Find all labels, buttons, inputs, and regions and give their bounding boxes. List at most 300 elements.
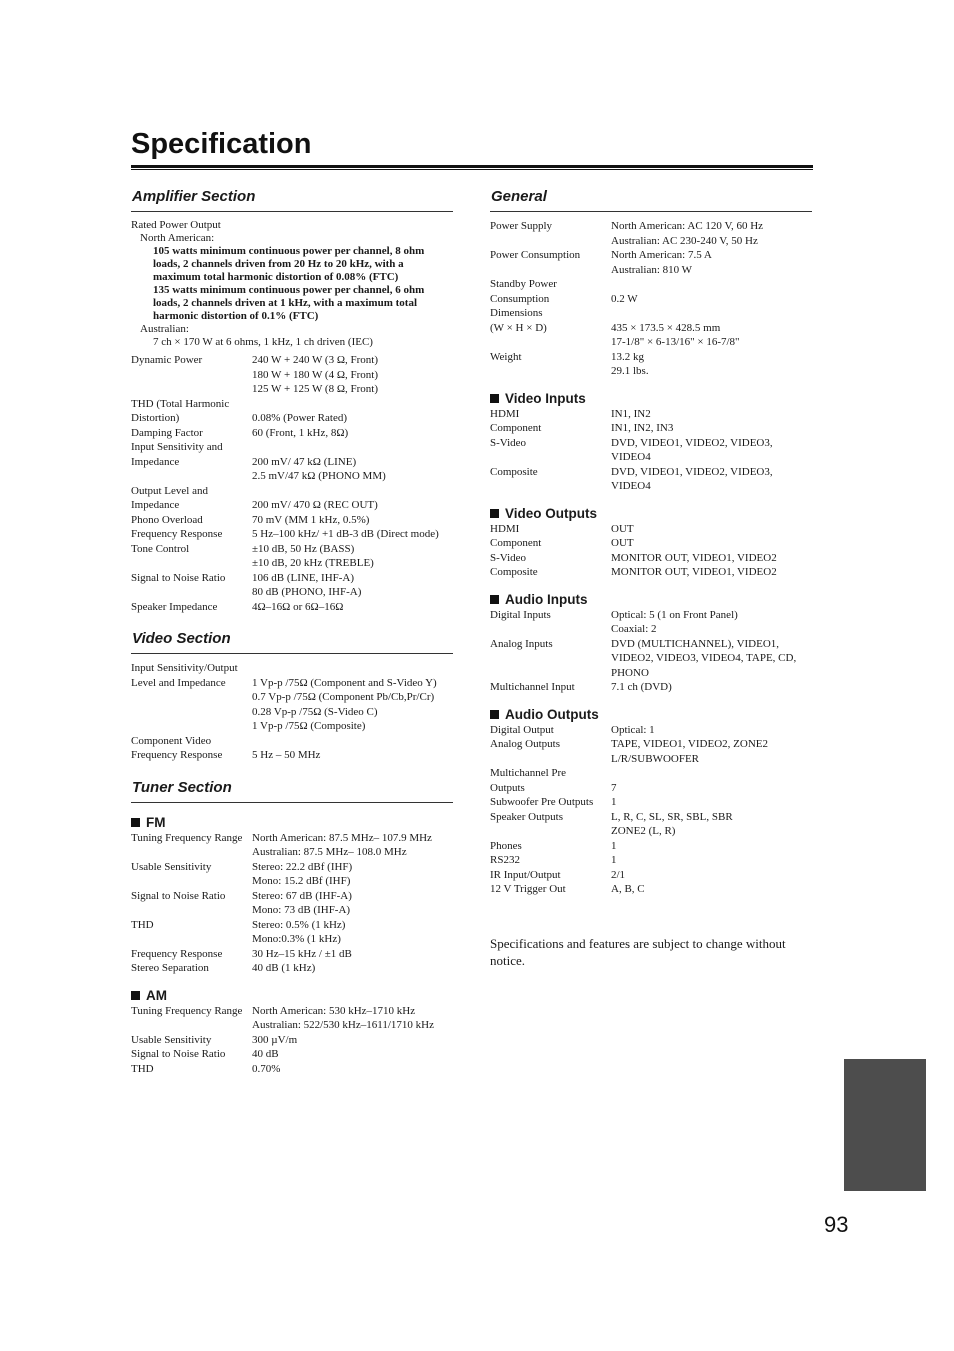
spec-label-line: HDMI (490, 522, 520, 535)
spec-value-line (252, 661, 453, 676)
spec-value (252, 831, 453, 860)
spec-value-line: TAPE, VIDEO1, VIDEO2, ZONE2 (611, 738, 768, 750)
spec-value (611, 407, 812, 422)
spec-label-line: S-Video (490, 551, 527, 564)
spec-label (490, 882, 611, 897)
spec-label (131, 661, 252, 734)
spec-label (131, 513, 252, 528)
spec-label-line: Analog Inputs (490, 637, 553, 650)
spec-label (490, 421, 611, 436)
audio-outputs-subtitle (490, 706, 812, 723)
text-line: 105 watts minimum continuous power per channel, 8 ohm (153, 245, 425, 257)
spec-value (611, 853, 812, 868)
square-bullet-icon (131, 818, 140, 827)
spec-label (131, 1047, 252, 1062)
right-column (490, 186, 812, 897)
spec-label-line: Impedance (131, 499, 180, 511)
spec-label-line: Component (490, 422, 542, 434)
spec-label (490, 522, 611, 537)
spec-row (490, 680, 812, 695)
spec-value-line: 0.7 Vp-p /75Ω (Component Pb/Cb,Pr/Cr) (252, 691, 435, 703)
spec-label (490, 565, 611, 580)
spec-value-line: 70 mV (MM 1 kHz, 0.5%) (252, 513, 370, 526)
spec-value-line: PHONO (611, 666, 649, 679)
spec-value (252, 961, 453, 976)
spec-label (131, 484, 252, 513)
spec-label (490, 277, 611, 306)
spec-row (490, 810, 812, 839)
spec-row (490, 248, 812, 277)
spec-value-line: 29.1 lbs. (611, 365, 649, 377)
spec-label-line: Input Sensitivity/Output (131, 662, 238, 674)
spec-value-line: 40 dB (1 kHz) (252, 962, 316, 974)
spec-value (252, 353, 453, 397)
spec-value-line: 40 dB (252, 1048, 279, 1060)
spec-value (611, 723, 812, 738)
spec-value-line: North American: AC 120 V, 60 Hz (611, 220, 764, 232)
spec-value (611, 737, 812, 766)
spec-row (490, 219, 812, 248)
spec-value (611, 839, 812, 854)
spec-value (252, 1062, 453, 1077)
spec-row (131, 353, 453, 397)
spec-label (490, 810, 611, 839)
spec-value (611, 882, 812, 897)
spec-value (611, 536, 812, 551)
spec-value-line: 200 mV/ 470 Ω (REC OUT) (252, 499, 378, 511)
spec-label (490, 723, 611, 738)
spec-value (252, 426, 453, 441)
north-american-label: North American: (140, 232, 215, 244)
spec-value-line: A, B, C (611, 883, 645, 895)
square-bullet-icon (131, 991, 140, 1000)
spec-row (490, 350, 812, 379)
spec-label (131, 918, 252, 947)
spec-value-line: Optical: 1 (611, 723, 655, 736)
spec-value-line: 2/1 (611, 868, 626, 881)
spec-value (252, 484, 453, 513)
spec-row (131, 831, 453, 860)
spec-label (490, 551, 611, 566)
spec-row (131, 527, 453, 542)
spec-label-line: 12 V Trigger Out (490, 883, 566, 895)
spec-value (252, 600, 453, 615)
spec-label (131, 1004, 252, 1033)
spec-row (131, 484, 453, 513)
spec-value-line: DVD (MULTICHANNEL), VIDEO1, (611, 637, 780, 650)
spec-value (611, 350, 812, 379)
spec-value-line: 125 W + 125 W (8 Ω, Front) (252, 383, 379, 395)
australian-label: Australian: (140, 323, 189, 335)
spec-row (490, 853, 812, 868)
general-section-title: General (490, 186, 812, 212)
spec-label (490, 350, 611, 379)
text-line: loads, 2 channels driven at 1 kHz, with a maximum total (153, 297, 418, 309)
spec-value (611, 766, 812, 795)
amplifier-section-title: Amplifier Section (131, 186, 453, 212)
spec-label (131, 889, 252, 918)
spec-label-line: Level and Impedance (131, 676, 226, 689)
spec-value (611, 465, 812, 494)
spec-value-line: Stereo: 22.2 dBf (IHF) (252, 860, 353, 873)
spec-label-line: Frequency Response (131, 749, 223, 761)
spec-label (490, 306, 611, 350)
general-specs (490, 219, 812, 379)
spec-value (611, 868, 812, 883)
fm-specs (131, 831, 453, 976)
spec-value (252, 542, 453, 571)
square-bullet-icon (490, 595, 499, 604)
spec-label (131, 527, 252, 542)
square-bullet-icon (490, 394, 499, 403)
spec-row (131, 918, 453, 947)
spec-row (131, 961, 453, 976)
spec-value-line: 60 (Front, 1 kHz, 8Ω) (252, 426, 349, 439)
am-subtitle (131, 987, 453, 1004)
spec-value-line: North American: 530 kHz–1710 kHz (252, 1004, 416, 1017)
video-outputs-subtitle (490, 505, 812, 522)
spec-label (490, 248, 611, 277)
spec-row (490, 608, 812, 637)
spec-value-line: Australian: AC 230-240 V, 50 Hz (611, 234, 758, 247)
spec-label-line: Multichannel Pre (490, 767, 567, 779)
spec-label-line: Composite (490, 566, 538, 578)
spec-label (131, 860, 252, 889)
spec-value (252, 527, 453, 542)
spec-row (490, 536, 812, 551)
spec-row (131, 947, 453, 962)
page-number: 93 (824, 1212, 849, 1237)
spec-label (131, 600, 252, 615)
spec-row (490, 551, 812, 566)
spec-label-line: Component Video (131, 734, 212, 747)
spec-label-line: Damping Factor (131, 426, 203, 439)
spec-value-line: Mono: 73 dB (IHF-A) (252, 904, 351, 916)
spec-row (131, 1004, 453, 1033)
spec-label-line: Power Supply (490, 220, 553, 232)
spec-row (131, 661, 453, 734)
spec-value (611, 421, 812, 436)
spec-label (490, 608, 611, 637)
spec-label-line: Phones (490, 839, 522, 852)
spec-value-line: DVD, VIDEO1, VIDEO2, VIDEO3, (611, 465, 773, 478)
audio-outputs-subtitle-text: Audio Outputs (505, 706, 599, 722)
spec-value-line: VIDEO2, VIDEO3, VIDEO4, TAPE, CD, (611, 652, 797, 664)
spec-row (490, 839, 812, 854)
square-bullet-icon (490, 509, 499, 518)
spec-value (611, 795, 812, 810)
spec-value-line: Stereo: 0.5% (1 kHz) (252, 918, 346, 931)
spec-row (131, 734, 453, 763)
spec-value (252, 1004, 453, 1033)
spec-value-line: North American: 7.5 A (611, 249, 712, 261)
spec-label (131, 1033, 252, 1048)
spec-value-line: 1 Vp-p /75Ω (Component and S-Video Y) (252, 676, 437, 689)
spec-value (252, 1047, 453, 1062)
spec-label-line: IR Input/Output (490, 868, 561, 881)
spec-value (611, 248, 812, 277)
spec-label (490, 680, 611, 695)
spec-value-line: 240 W + 240 W (3 Ω, Front) (252, 354, 379, 366)
spec-row (131, 440, 453, 484)
spec-value-line: OUT (611, 522, 634, 535)
spec-value (252, 947, 453, 962)
spec-row (490, 637, 812, 681)
video-inputs-subtitle-text: Video Inputs (505, 390, 586, 406)
spec-row (490, 465, 812, 494)
spec-value-line (252, 397, 453, 412)
spec-label-line: Tuning Frequency Range (131, 1004, 243, 1017)
spec-label-line: S-Video (490, 436, 527, 449)
spec-label-line: Signal to Noise Ratio (131, 1048, 226, 1060)
spec-label-line: Signal to Noise Ratio (131, 571, 226, 584)
spec-value (611, 436, 812, 465)
spec-label (490, 219, 611, 248)
spec-row (131, 1033, 453, 1048)
rated-power-label: Rated Power Output (131, 219, 221, 231)
spec-label-line: Impedance (131, 455, 180, 468)
spec-value (611, 277, 812, 306)
spec-label (490, 465, 611, 494)
spec-row (490, 795, 812, 810)
spec-value (611, 637, 812, 681)
spec-row (490, 421, 812, 436)
spec-value-line: Stereo: 67 dB (IHF-A) (252, 889, 352, 902)
spec-value (252, 734, 453, 763)
spec-value (252, 513, 453, 528)
audio-outputs-specs (490, 723, 812, 897)
spec-label-line: Component (490, 537, 542, 549)
spec-label-line: Power Consumption (490, 249, 581, 261)
spec-label-line: Usable Sensitivity (131, 860, 212, 873)
spec-value (611, 551, 812, 566)
spec-label-line: Composite (490, 465, 538, 478)
spec-value-line (611, 766, 812, 781)
spec-label (490, 839, 611, 854)
spec-value-line: Mono:0.3% (1 kHz) (252, 933, 341, 945)
spec-label-line: Dimensions (490, 307, 543, 319)
spec-value (252, 860, 453, 889)
spec-value-line: L/R/SUBWOOFER (611, 752, 700, 765)
spec-row (131, 571, 453, 600)
rated-power-output (131, 219, 453, 349)
spec-value-line: DVD, VIDEO1, VIDEO2, VIDEO3, (611, 436, 773, 449)
spec-value-line: IN1, IN2, IN3 (611, 422, 674, 434)
audio-inputs-subtitle (490, 591, 812, 608)
north-american-rating (131, 245, 453, 323)
spec-value (611, 522, 812, 537)
spec-row (131, 1062, 453, 1077)
spec-row (490, 522, 812, 537)
spec-value-line: 435 × 173.5 × 428.5 mm (611, 321, 721, 334)
spec-label-line: Standby Power (490, 278, 557, 290)
spec-value-line: 1 (611, 796, 617, 808)
spec-label-line: Stereo Separation (131, 962, 209, 974)
spec-label (490, 868, 611, 883)
spec-row (490, 868, 812, 883)
spec-value-line: 0.2 W (611, 292, 638, 305)
spec-value-line (252, 734, 453, 749)
spec-value-line: 180 W + 180 W (4 Ω, Front) (252, 368, 379, 381)
square-bullet-icon (490, 710, 499, 719)
spec-value-line: 17-1/8" × 6-13/16" × 16-7/8" (611, 336, 740, 348)
spec-value (252, 889, 453, 918)
spec-value-line: 4Ω–16Ω or 6Ω–16Ω (252, 600, 344, 613)
spec-value-line: 5 Hz–100 kHz/ +1 dB-3 dB (Direct mode) (252, 528, 439, 540)
spec-label-line: Tone Control (131, 542, 190, 555)
spec-row (490, 565, 812, 580)
spec-value-line: 300 µV/m (252, 1033, 298, 1046)
spec-value (252, 397, 453, 426)
spec-value-line: Coaxial: 2 (611, 623, 657, 635)
spec-value-line: 0.28 Vp-p /75Ω (S-Video C) (252, 705, 378, 718)
spec-label-line: Digital Inputs (490, 608, 551, 621)
spec-value-line: ±10 dB, 50 Hz (BASS) (252, 542, 355, 555)
tuner-section-title: Tuner Section (131, 777, 453, 803)
spec-label (131, 1062, 252, 1077)
spec-label-line: Subwoofer Pre Outputs (490, 796, 594, 808)
video-inputs-subtitle (490, 390, 812, 407)
spec-label-line: Distortion) (131, 412, 180, 424)
text-line: loads, 2 channels driven from 20 Hz to 20 kHz, with a (153, 258, 404, 270)
spec-label-line: HDMI (490, 407, 520, 420)
spec-label-line: Analog Outputs (490, 738, 560, 750)
spec-value-line: Australian: 810 W (611, 263, 693, 276)
spec-row (490, 737, 812, 766)
spec-value (611, 810, 812, 839)
spec-label (490, 637, 611, 681)
spec-label (490, 853, 611, 868)
spec-value (611, 306, 812, 350)
spec-value-line: Optical: 5 (1 on Front Panel) (611, 608, 738, 621)
page-title: Specification (131, 128, 312, 160)
fm-subtitle-text: FM (146, 814, 166, 830)
am-subtitle-text: AM (146, 987, 167, 1003)
spec-label (131, 542, 252, 571)
side-tab (844, 1059, 926, 1191)
text-line: harmonic distortion of 0.1% (FTC) (153, 310, 319, 322)
spec-label-line: (W × H × D) (490, 321, 547, 334)
spec-value-line: North American: 87.5 MHz– 107.9 MHz (252, 831, 432, 844)
spec-label-line: THD (131, 918, 154, 931)
spec-label-line: Multichannel Input (490, 681, 575, 693)
spec-value-line: 7.1 ch (DVD) (611, 681, 672, 693)
spec-label-line: THD (131, 1062, 154, 1075)
text-line: maximum total harmonic distortion of 0.08% (FTC) (153, 271, 399, 283)
spec-row (131, 1047, 453, 1062)
spec-value-line (252, 484, 453, 499)
spec-value-line: 0.70% (252, 1062, 281, 1075)
video-section-title: Video Section (131, 628, 453, 654)
spec-row (131, 600, 453, 615)
spec-value-line: 1 Vp-p /75Ω (Composite) (252, 720, 366, 732)
spec-label (131, 397, 252, 426)
spec-value (252, 571, 453, 600)
spec-value-line: VIDEO4 (611, 451, 651, 463)
spec-value-line: 0.08% (Power Rated) (252, 412, 348, 424)
spec-value-line: MONITOR OUT, VIDEO1, VIDEO2 (611, 566, 777, 578)
spec-label (131, 831, 252, 860)
spec-value-line: 30 Hz–15 kHz / ±1 dB (252, 947, 352, 960)
spec-row (131, 397, 453, 426)
spec-label-line: Speaker Impedance (131, 600, 218, 613)
spec-value-line: Mono: 15.2 dBf (IHF) (252, 875, 351, 887)
spec-value-line: 2.5 mV/47 kΩ (PHONO MM) (252, 470, 386, 482)
spec-label (490, 536, 611, 551)
spec-label-line: Consumption (490, 292, 550, 305)
spec-label-line: RS232 (490, 854, 520, 866)
spec-value (611, 680, 812, 695)
audio-inputs-specs (490, 608, 812, 695)
spec-row (490, 306, 812, 350)
spec-label-line: Frequency Response (131, 947, 223, 960)
spec-label (490, 795, 611, 810)
spec-label (131, 426, 252, 441)
spec-value (611, 608, 812, 637)
australian-rating: 7 ch × 170 W at 6 ohms, 1 kHz, 1 ch driven (IEC) (153, 336, 373, 348)
spec-label-line: Digital Output (490, 723, 554, 736)
spec-value-line: IN1, IN2 (611, 407, 651, 420)
spec-value-line: 1 (611, 854, 617, 866)
spec-label (490, 436, 611, 465)
spec-row (490, 882, 812, 897)
spec-value-line: VIDEO4 (611, 480, 651, 492)
spec-value-line: L, R, C, SL, SR, SBL, SBR (611, 810, 733, 823)
spec-value-line (611, 277, 812, 292)
spec-label (490, 737, 611, 766)
spec-value-line: 5 Hz – 50 MHz (252, 749, 321, 761)
spec-label (490, 766, 611, 795)
spec-row (490, 723, 812, 738)
fm-subtitle (131, 814, 453, 831)
spec-value-line: OUT (611, 537, 634, 549)
spec-value (252, 440, 453, 484)
spec-row (490, 407, 812, 422)
left-column (131, 186, 453, 1076)
spec-label-line: Weight (490, 350, 522, 363)
amplifier-specs (131, 353, 453, 614)
spec-value-line: 106 dB (LINE, IHF-A) (252, 571, 355, 584)
spec-label (131, 961, 252, 976)
spec-label-line: Input Sensitivity and (131, 441, 223, 453)
spec-label-line: Signal to Noise Ratio (131, 889, 226, 902)
spec-value-line: 13.2 kg (611, 350, 644, 363)
spec-value (252, 918, 453, 947)
video-outputs-subtitle-text: Video Outputs (505, 505, 598, 521)
spec-label (131, 734, 252, 763)
spec-row (131, 542, 453, 571)
spec-label-line: Tuning Frequency Range (131, 831, 243, 844)
spec-value-line: Australian: 87.5 MHz– 108.0 MHz (252, 846, 407, 858)
spec-row (131, 513, 453, 528)
footnote: Specifications and features are subject to change without notice. (490, 936, 786, 968)
spec-label-line: Phono Overload (131, 513, 203, 526)
spec-value-line: MONITOR OUT, VIDEO1, VIDEO2 (611, 551, 777, 564)
spec-label-line: Frequency Response (131, 528, 223, 540)
spec-value-line (252, 440, 453, 455)
spec-value-line (611, 306, 812, 321)
spec-value (252, 661, 453, 734)
spec-value (611, 219, 812, 248)
spec-label (490, 407, 611, 422)
video-inputs-specs (490, 407, 812, 494)
am-specs (131, 1004, 453, 1077)
spec-label-line: THD (Total Harmonic (131, 397, 230, 410)
spec-label (131, 571, 252, 600)
spec-row (490, 436, 812, 465)
spec-label-line: Output Level and (131, 484, 208, 497)
spec-row (131, 889, 453, 918)
